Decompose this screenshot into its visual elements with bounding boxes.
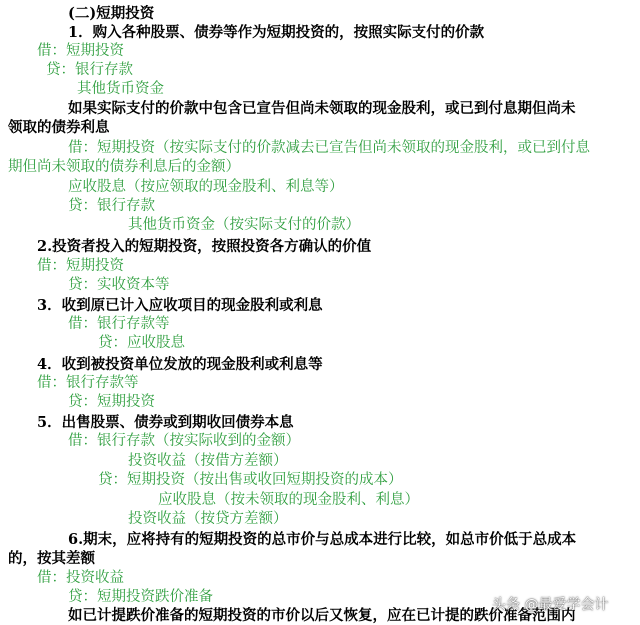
item-3-heading: 3．收到原已计入应收项目的现金股利或利息: [37, 297, 323, 314]
entry-credit-sub: 投资收益（按贷方差额）: [128, 511, 288, 527]
entry-debit-sub: 应收股息（按应领取的现金股利、利息等）: [68, 179, 344, 195]
item-2-heading: 2.投资者投入的短期投资，按照投资各方确认的价值: [37, 238, 372, 255]
entry-credit-sub: 其他货币资金: [77, 81, 164, 97]
entry-credit-sub: 其他货币资金（按实际支付的价款）: [128, 217, 360, 233]
item-1-heading: 1．购入各种股票、债券等作为短期投资的，按照实际支付的价款: [68, 24, 485, 41]
entry-credit: 贷：银行存款: [68, 198, 155, 214]
item-6-heading-cont: 的，按其差额: [8, 550, 95, 567]
entry-debit-cont: 期但尚未领取的债券利息后的金额）: [8, 159, 240, 175]
entry-credit: 贷：短期投资（按出售或收回短期投资的成本）: [98, 472, 403, 488]
entry-credit-sub: 应收股息（按未领取的现金股利、利息）: [158, 492, 419, 508]
paragraph-text: 如果实际支付的价款中包含已宣告但尚未领取的现金股利，或已到付息期但尚未: [68, 100, 576, 117]
entry-debit: 借：银行存款（按实际收到的金额）: [68, 433, 300, 449]
item-6-heading: 6.期末，应将持有的短期投资的总市价与总成本进行比较，如总市价低于总成本: [68, 531, 577, 548]
entry-debit: 借：短期投资: [37, 258, 124, 274]
paragraph-text: 领取的债券利息: [8, 119, 110, 136]
entry-debit: 借：银行存款等: [37, 375, 139, 391]
entry-credit: 贷：短期投资: [68, 394, 155, 410]
entry-credit: 贷：银行存款: [46, 62, 133, 78]
watermark: 头条 @最爱学会计: [492, 597, 609, 613]
entry-credit: 贷：短期投资跌价准备: [68, 589, 213, 605]
entry-debit: 借：投资收益: [37, 570, 124, 586]
section-heading: (二)短期投资: [68, 5, 155, 22]
entry-debit: 借：银行存款等: [68, 316, 170, 332]
item-4-heading: 4．收到被投资单位发放的现金股利或利息等: [37, 356, 323, 373]
entry-credit: 贷：应收股息: [98, 335, 185, 351]
paragraph-text: 如已计提跌价准备的短期投资的市价以后又恢复，应在已计提的跌价准备范围内: [68, 607, 576, 624]
item-5-heading: 5．出售股票、债券或到期收回债券本息: [37, 414, 294, 431]
entry-debit-sub: 投资收益（按借方差额）: [128, 453, 288, 469]
entry-debit: 借：短期投资: [37, 43, 124, 59]
entry-debit: 借：短期投资（按实际支付的价款减去已宣告但尚未领取的现金股利，或已到付息: [68, 140, 590, 156]
entry-credit: 贷：实收资本等: [68, 277, 170, 293]
